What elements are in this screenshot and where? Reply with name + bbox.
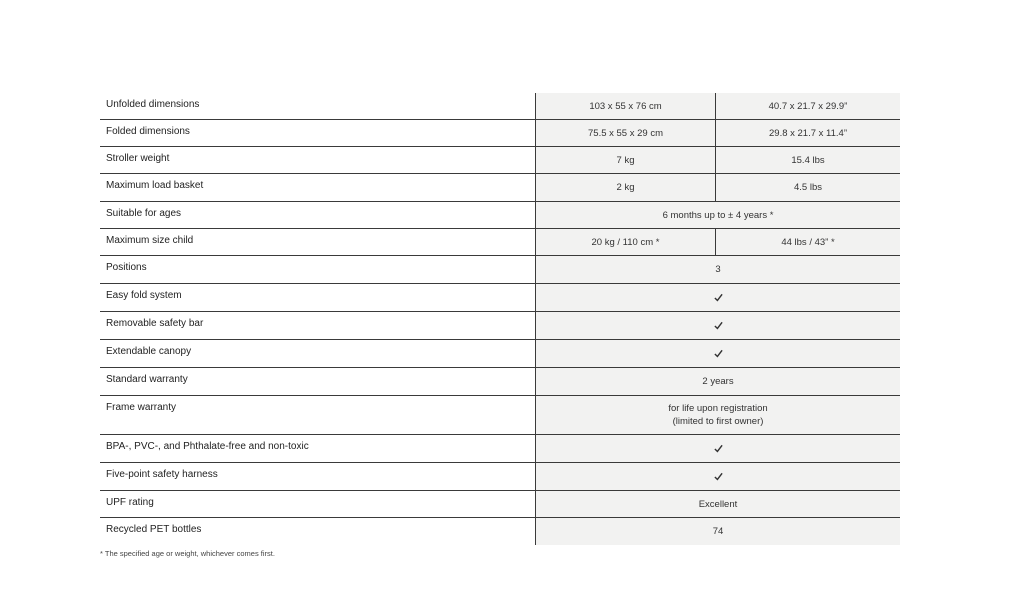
row-values — [535, 340, 900, 367]
row-label: Unfolded dimensions — [106, 99, 200, 110]
checkmark-icon — [714, 444, 723, 453]
row-values — [535, 284, 900, 311]
table-row — [100, 518, 900, 545]
row-label: Positions — [106, 262, 147, 273]
table-row — [100, 368, 900, 396]
table-row — [100, 174, 900, 202]
row-values — [535, 256, 900, 283]
row-value: 74 — [712, 526, 724, 537]
row-value: 6 months up to ± 4 years * — [662, 209, 774, 221]
row-value — [536, 396, 900, 434]
row-values — [535, 435, 900, 462]
row-label: BPA-, PVC-, and Phthalate-free and non-toxic — [106, 441, 309, 452]
row-values — [535, 229, 900, 255]
metric-value: 2 kg — [536, 174, 716, 201]
row-value: Excellent — [698, 498, 738, 510]
table-row — [100, 312, 900, 340]
row-values — [535, 368, 900, 395]
row-values — [535, 396, 900, 434]
table-row — [100, 147, 900, 174]
metric-value: 7 kg — [536, 147, 716, 173]
checkmark-icon — [714, 321, 723, 330]
table-row — [100, 256, 900, 284]
table-row — [100, 120, 900, 147]
table-row — [100, 463, 900, 491]
row-values — [535, 202, 900, 228]
table-row — [100, 93, 900, 120]
imperial-value: 4.5 lbs — [794, 182, 822, 193]
row-label: Easy fold system — [106, 290, 182, 301]
row-values — [535, 147, 900, 173]
spec-table — [100, 93, 900, 545]
row-values — [535, 93, 900, 119]
footnote: * The specified age or weight, whichever comes first. — [100, 549, 275, 558]
row-values — [535, 518, 900, 545]
row-values — [535, 491, 900, 517]
table-row — [100, 435, 900, 463]
checkmark-icon — [714, 349, 723, 358]
table-row — [100, 340, 900, 368]
imperial-value: 29.8 x 21.7 x 11.4” — [769, 127, 847, 139]
table-row — [100, 202, 900, 229]
row-value — [536, 435, 900, 462]
row-values — [535, 463, 900, 490]
row-values — [535, 174, 900, 201]
row-value: 2 years — [702, 376, 734, 387]
row-label: Extendable canopy — [106, 346, 192, 357]
row-value-line: (limited to first owner) — [672, 416, 764, 427]
metric-value: 103 x 55 x 76 cm — [536, 93, 716, 119]
imperial-value: 44 lbs / 43” * — [781, 236, 835, 248]
row-label: Suitable for ages — [106, 208, 182, 219]
table-row — [100, 284, 900, 312]
checkmark-icon — [714, 472, 723, 481]
row-label: Removable safety bar — [106, 318, 204, 329]
table-row — [100, 396, 900, 435]
row-label: Maximum size child — [106, 235, 194, 246]
row-label: Standard warranty — [106, 374, 188, 385]
metric-value: 20 kg / 110 cm * — [536, 229, 716, 255]
row-value — [536, 284, 900, 311]
row-label: Stroller weight — [106, 153, 170, 164]
row-value-line: for life upon registration — [668, 403, 768, 414]
row-value: 3 — [715, 264, 721, 275]
row-values — [535, 312, 900, 339]
row-values — [535, 120, 900, 146]
row-value — [536, 340, 900, 367]
row-label: Recycled PET bottles — [106, 524, 202, 535]
row-value — [536, 312, 900, 339]
row-label: UPF rating — [106, 497, 154, 508]
row-label: Five-point safety harness — [106, 469, 218, 480]
row-label: Frame warranty — [106, 402, 177, 413]
checkmark-icon — [714, 293, 723, 302]
row-label: Maximum load basket — [106, 180, 204, 191]
metric-value: 75.5 x 55 x 29 cm — [536, 120, 716, 146]
table-row — [100, 491, 900, 518]
imperial-value: 15.4 lbs — [791, 154, 825, 166]
row-label: Folded dimensions — [106, 126, 190, 137]
row-value — [536, 463, 900, 490]
imperial-value: 40.7 x 21.7 x 29.9” — [768, 100, 848, 112]
table-row — [100, 229, 900, 256]
